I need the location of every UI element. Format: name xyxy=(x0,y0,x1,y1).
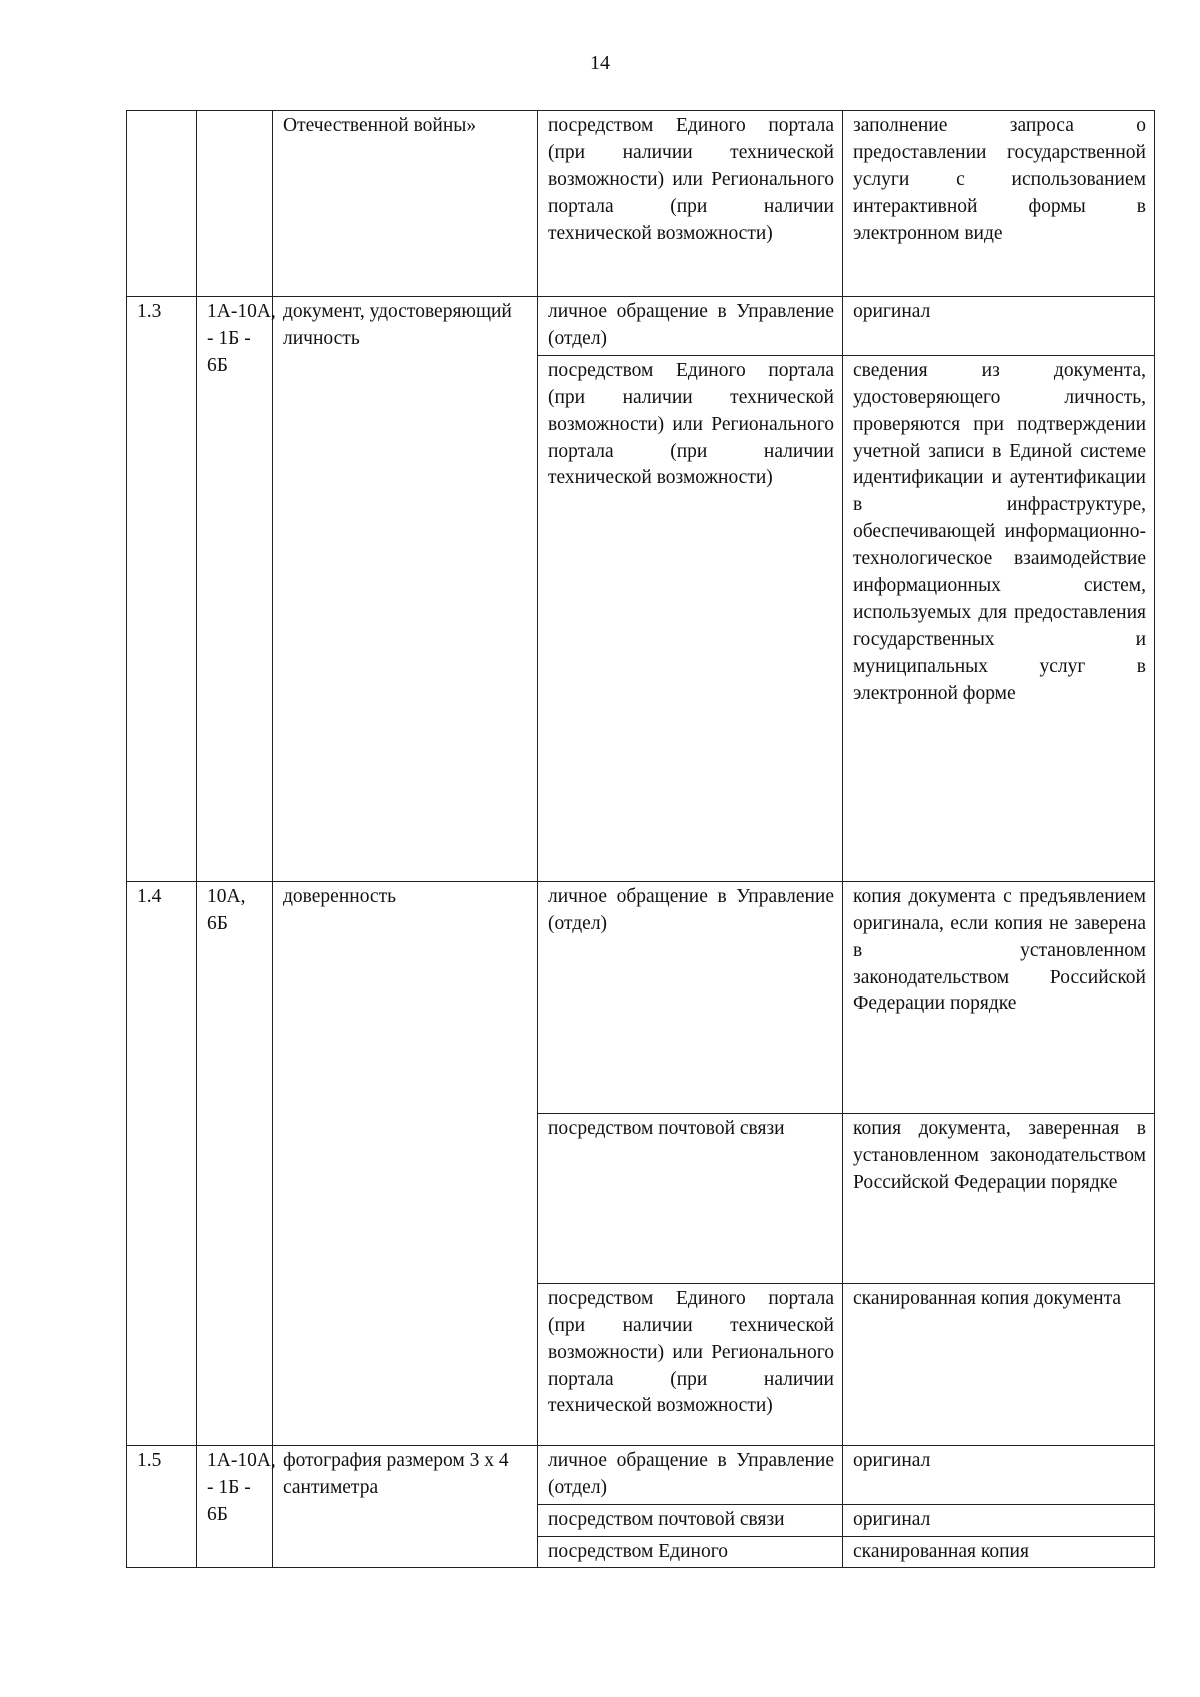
document-form: оригинал xyxy=(843,1445,1155,1504)
submission-method: посредством Единого xyxy=(538,1536,843,1568)
document-form: копия документа, заверенная в установленном законодательством Российской Федерации порядке xyxy=(843,1113,1155,1283)
submission-method: личное обращение в Управление (отдел) xyxy=(538,1445,843,1504)
document-name: фотография размером 3 х 4 сантиметра xyxy=(273,1445,538,1568)
document-form: сканированная копия документа xyxy=(843,1283,1155,1445)
document-form: оригинал xyxy=(843,1504,1155,1536)
document-name: Отечественной войны» xyxy=(273,111,538,297)
document-name: документ, удостоверяющий личность xyxy=(273,297,538,882)
submission-method: посредством почтовой связи xyxy=(538,1504,843,1536)
document-form: сканированная копия xyxy=(843,1536,1155,1568)
document-form: заполнение запроса о предоставлении государственной услуги с использованием интерактивной формы в электронном виде xyxy=(843,111,1155,297)
category-code xyxy=(197,111,273,297)
submission-method: посредством Единого портала (при наличии технической возможности) или Регионального портала (при наличии технической возможности) xyxy=(538,1283,843,1445)
category-code: 1А-10А, - 1Б - 6Б xyxy=(197,297,273,882)
table-row xyxy=(127,297,1155,356)
document-table xyxy=(126,110,1155,1568)
table-row xyxy=(127,111,1155,297)
submission-method: посредством Единого портала (при наличии технической возможности) или Регионального портала (при наличии технической возможности) xyxy=(538,355,843,881)
table-row xyxy=(127,881,1155,1113)
document-form: сведения из документа, удостоверяющего личность, проверяются при подтверждении учетной записи в Единой системе идентификации и аутентификации в инфраструктуре, обеспечивающей информационно-технологическое взаимодействие информационных систем, используемых для предоставления государственных и муниципальных услуг в электронной форме xyxy=(843,355,1155,881)
table-row xyxy=(127,1445,1155,1504)
submission-method: личное обращение в Управление (отдел) xyxy=(538,297,843,356)
page-number: 14 xyxy=(590,52,610,74)
category-code: 10А, 6Б xyxy=(197,881,273,1445)
document-name: доверенность xyxy=(273,881,538,1445)
category-code: 1А-10А, - 1Б - 6Б xyxy=(197,1445,273,1568)
document-form: копия документа с предъявлением оригинала, если копия не заверена в установленном законодательством Российской Федерации порядке xyxy=(843,881,1155,1113)
row-number xyxy=(127,111,197,297)
submission-method: посредством почтовой связи xyxy=(538,1113,843,1283)
row-number: 1.4 xyxy=(127,881,197,1445)
document-form: оригинал xyxy=(843,297,1155,356)
row-number: 1.5 xyxy=(127,1445,197,1568)
submission-method: личное обращение в Управление (отдел) xyxy=(538,881,843,1113)
row-number: 1.3 xyxy=(127,297,197,882)
submission-method: посредством Единого портала (при наличии технической возможности) или Регионального портала (при наличии технической возможности) xyxy=(538,111,843,297)
